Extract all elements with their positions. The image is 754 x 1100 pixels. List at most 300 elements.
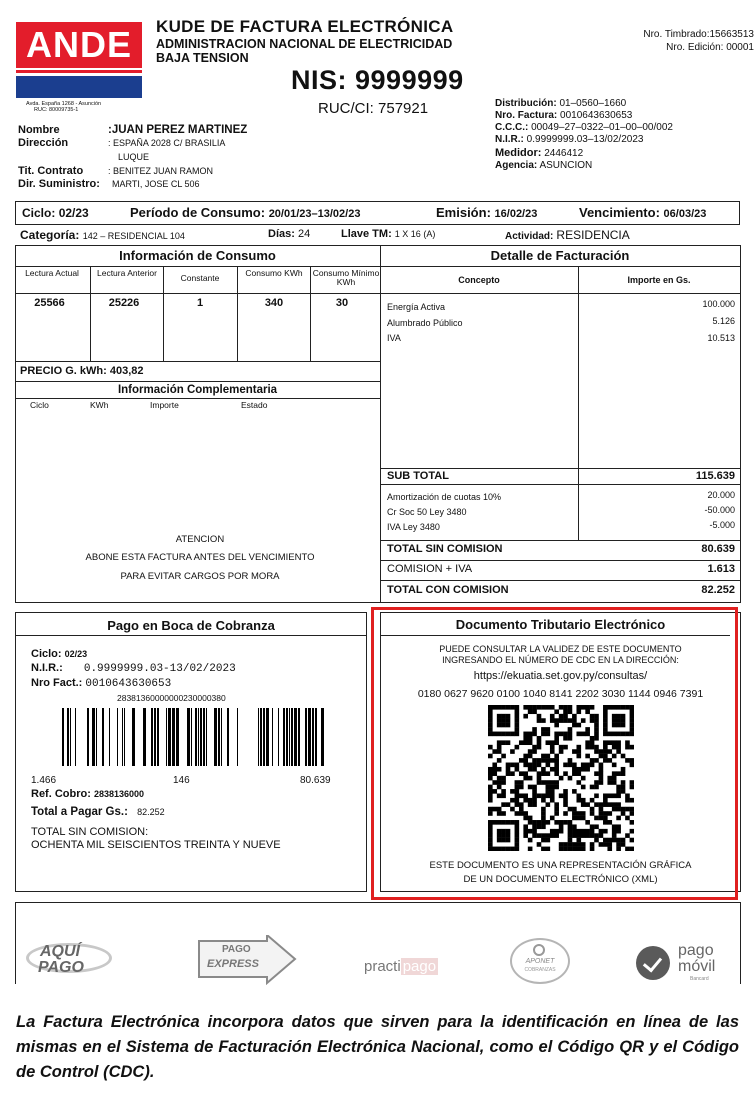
qr-module — [568, 776, 573, 781]
qr-module — [581, 833, 586, 838]
pago-express-text-1: PAGO — [222, 944, 251, 955]
vencimiento — [579, 205, 706, 220]
qr-module — [550, 749, 555, 754]
aponet-icon — [533, 944, 545, 956]
qr-module — [537, 714, 542, 719]
qr-module — [616, 785, 621, 790]
qr-module — [603, 727, 608, 732]
barcode-bar — [286, 708, 288, 766]
qr-module — [559, 776, 564, 781]
ajuste-3-concepto: IVA Ley 3480 — [387, 522, 440, 532]
qr-module — [625, 758, 630, 763]
qr-module — [581, 785, 586, 790]
qr-module — [585, 709, 590, 714]
qr-module — [568, 718, 573, 723]
qr-module — [546, 727, 551, 732]
fact-hline-concom — [380, 580, 740, 581]
qr-module — [541, 824, 546, 829]
qr-module — [546, 780, 551, 785]
qr-module — [488, 776, 493, 781]
qr-module — [576, 723, 581, 728]
qr-module — [568, 847, 573, 851]
logo-stripe — [16, 70, 142, 73]
periodo — [130, 205, 360, 220]
qr-module — [568, 807, 573, 812]
pago-express-text-2: EXPRESS — [207, 958, 259, 970]
qr-module — [599, 767, 604, 772]
qr-module — [510, 749, 515, 754]
qr-module — [581, 802, 586, 807]
qr-module — [523, 714, 528, 719]
qr-module — [501, 723, 506, 728]
qr-module — [550, 789, 555, 794]
actividad — [505, 228, 630, 242]
comision-value: 1.613 — [707, 563, 735, 575]
qr-module — [550, 829, 555, 834]
qr-module — [506, 763, 511, 768]
tit-label: Tit. Contrato — [18, 165, 84, 177]
qr-module — [572, 714, 577, 719]
barcode-bar — [291, 708, 293, 766]
barcode-bar — [75, 708, 76, 766]
dias — [268, 228, 310, 240]
qr-module — [585, 754, 590, 759]
qr-module — [563, 771, 568, 776]
barcode-bar — [266, 708, 269, 766]
consumo-title: Información de Consumo — [119, 248, 276, 263]
qr-module — [523, 824, 528, 829]
edicion — [560, 42, 754, 53]
barcode-bar — [151, 708, 153, 766]
qr-module — [497, 807, 502, 812]
qr-module — [585, 705, 590, 710]
edicion-value: 00001 — [726, 42, 754, 53]
qr-module — [616, 829, 621, 834]
qr-module — [515, 802, 520, 807]
barcode-bar — [124, 708, 125, 766]
qr-module — [554, 709, 559, 714]
barcode-bar — [70, 708, 71, 766]
qr-module — [612, 718, 617, 723]
ccc — [495, 122, 673, 133]
dir-sum-label: Dir. Suministro: — [18, 178, 100, 190]
barcode-bar — [195, 708, 197, 766]
consumo-hline-3 — [15, 361, 380, 362]
qr-module — [559, 820, 564, 825]
qr-module — [519, 811, 524, 816]
qr-module — [541, 798, 546, 803]
qr-module — [501, 802, 506, 807]
pago-ciclo-value: 02/23 — [64, 649, 88, 659]
qr-module — [501, 780, 506, 785]
qr-module — [630, 727, 634, 732]
qr-module — [497, 847, 502, 851]
emision-label: Emisión: — [436, 205, 491, 220]
timbrado-label: Nro. Timbrado: — [643, 29, 710, 40]
total-pagar-value: 82.252 — [137, 807, 165, 817]
qr-module — [488, 727, 493, 732]
qr-module — [630, 780, 634, 785]
dte-foot-2: DE UN DOCUMENTO ELECTRÓNICO (XML) — [463, 874, 658, 885]
qr-module — [594, 785, 599, 790]
cdc-number: 0180 0627 9620 0100 1040 8141 2202 3030 1144 0946 7391 — [417, 688, 704, 700]
pago-movil-logo — [636, 946, 670, 980]
qr-module — [528, 802, 533, 807]
barcode-bar — [96, 708, 97, 766]
ajuste-2-concepto: Cr Soc 50 Ley 3480 — [387, 507, 467, 517]
qr-module — [541, 727, 546, 732]
qr-module — [492, 771, 497, 776]
qr-module — [585, 732, 590, 737]
qr-module — [488, 745, 493, 750]
qr-module — [621, 789, 626, 794]
qr-module — [612, 723, 617, 728]
pago-fact-label: Nro Fact.: — [31, 677, 83, 689]
qr-module — [546, 732, 551, 737]
qr-module — [576, 709, 581, 714]
qr-module — [510, 771, 515, 776]
dte-line-1: PUEDE CONSULTAR LA VALIDEZ DE ESTE DOCUMENTO — [439, 644, 682, 654]
qr-module — [541, 758, 546, 763]
consumo-header-5: Consumo Mínimo KWh — [312, 268, 380, 287]
aponet-logo — [510, 938, 570, 984]
qr-module — [541, 718, 546, 723]
qr-module — [612, 714, 617, 719]
qr-module — [607, 820, 612, 825]
qr-module — [599, 802, 604, 807]
qr-module — [554, 807, 559, 812]
kude-title: KUDE DE FACTURA ELECTRÓNICA — [156, 17, 454, 36]
qr-module — [603, 838, 608, 843]
ajuste-3-importe: -5.000 — [709, 520, 735, 530]
qr-module — [559, 824, 564, 829]
qr-module — [488, 798, 493, 803]
medidor — [495, 147, 583, 159]
pago-movil-text-3: Bancard — [690, 976, 709, 982]
qr-module — [603, 732, 608, 737]
qr-module — [550, 793, 555, 798]
qr-module — [506, 847, 511, 851]
qr-module — [537, 758, 542, 763]
qr-module — [590, 829, 595, 834]
barcode-bar — [176, 708, 179, 766]
qr-module — [501, 789, 506, 794]
ruc-value: 757921 — [378, 100, 429, 117]
qr-module — [563, 763, 568, 768]
consumo-value-5: 30 — [335, 297, 349, 309]
categoria-label: Categoría: — [20, 228, 80, 242]
barcode-bar — [263, 708, 265, 766]
qr-module — [603, 754, 608, 759]
qr-module — [599, 771, 604, 776]
qr-module — [625, 807, 630, 812]
aponet-text: APONET — [525, 958, 555, 965]
qr-module — [541, 793, 546, 798]
qr-module — [541, 771, 546, 776]
qr-module — [488, 771, 493, 776]
qr-module — [572, 811, 577, 816]
caption: La Factura Electrónica incorpora datos que sirven para la identificación en línea de las mismas en el Sistema de Facturación Electrónica Nacional, como el Código QR y el Código de Control (CDC). — [16, 1013, 739, 1081]
qr-module — [616, 732, 621, 737]
qr-module — [585, 767, 590, 772]
qr-module — [576, 798, 581, 803]
qr-module — [488, 811, 493, 816]
qr-module — [563, 847, 568, 851]
qr-module — [625, 816, 630, 821]
qr-module — [563, 820, 568, 825]
atencion-line-2: PARA EVITAR CARGOS POR MORA — [120, 571, 280, 582]
ande-logo — [16, 22, 142, 68]
qr-module — [630, 714, 634, 719]
nis — [291, 65, 464, 96]
qr-module — [612, 763, 617, 768]
qr-module — [550, 798, 555, 803]
factura-value: 0010643630653 — [560, 110, 633, 121]
qr-module — [568, 838, 573, 843]
qr-module — [576, 833, 581, 838]
emision-value: 16/02/23 — [494, 208, 538, 220]
comp-header-importe: Importe — [150, 400, 179, 410]
qr-module — [497, 732, 502, 737]
qr-module — [532, 798, 537, 803]
qr-module — [497, 829, 502, 834]
pago-nir-label: N.I.R.: — [31, 662, 63, 674]
qr-module — [612, 740, 617, 745]
qr-module — [554, 811, 559, 816]
nir — [495, 134, 643, 145]
ajuste-1-importe: 20.000 — [707, 490, 735, 500]
qr-module — [616, 793, 621, 798]
direccion-value-1: : ESPAÑA 2028 C/ BRASILIA — [108, 138, 226, 148]
qr-module — [568, 824, 573, 829]
qr-module — [563, 789, 568, 794]
dte-title: Documento Tributario Electrónico — [455, 617, 666, 632]
qr-module — [528, 838, 533, 843]
logo-stripe-blue — [16, 76, 142, 98]
qr-module — [501, 847, 506, 851]
qr-module — [519, 758, 524, 763]
qr-module — [554, 820, 559, 825]
qr-module — [594, 833, 599, 838]
qr-module — [590, 745, 595, 750]
qr-module — [546, 820, 551, 825]
comp-header-kwh: KWh — [90, 400, 109, 410]
qr-module — [550, 705, 555, 710]
sin-comision-value: 80.639 — [701, 543, 735, 555]
dias-value: 24 — [297, 228, 311, 240]
barcode-bar — [122, 708, 123, 766]
qr-module — [616, 718, 621, 723]
qr-module — [621, 807, 626, 812]
pago-movil-text-1: pago — [678, 942, 714, 959]
qr-module — [616, 745, 621, 750]
qr-module — [532, 745, 537, 750]
dist-label: Distribución: — [495, 98, 557, 109]
qr-module — [554, 723, 559, 728]
qr-module — [576, 780, 581, 785]
qr-module — [630, 709, 634, 714]
qr-module — [612, 754, 617, 759]
barcode-val-1: 1.466 — [31, 775, 57, 786]
qr-module — [492, 705, 497, 710]
qr-module — [621, 754, 626, 759]
qr-module — [546, 789, 551, 794]
qr-module — [616, 838, 621, 843]
qr-module — [506, 740, 511, 745]
qr-module — [599, 807, 604, 812]
qr-module — [630, 718, 634, 723]
qr-module — [594, 816, 599, 821]
qr-module — [523, 776, 528, 781]
qr-module — [572, 749, 577, 754]
qr-module — [581, 811, 586, 816]
barcode-bar — [218, 708, 220, 766]
ajuste-2-importe: -50.000 — [704, 505, 735, 515]
direccion-label: Dirección — [18, 137, 69, 149]
qr-module — [537, 833, 542, 838]
qr-module — [550, 758, 555, 763]
qr-module — [572, 718, 577, 723]
qr-module — [607, 811, 612, 816]
qr-module — [497, 811, 502, 816]
qr-module — [603, 798, 608, 803]
qr-module — [568, 820, 573, 825]
qr-module — [506, 802, 511, 807]
nir-value: 0.9999999.03–13/02/2023 — [526, 134, 644, 145]
qr-module — [559, 732, 564, 737]
qr-module — [523, 705, 528, 710]
qr-module — [519, 807, 524, 812]
qr-module — [528, 754, 533, 759]
dte-line-2: INGRESANDO EL NÚMERO DE CDC EN LA DIRECCIÓN: — [442, 655, 679, 665]
qr-module — [488, 842, 493, 847]
qr-module — [612, 838, 617, 843]
qr-module — [590, 718, 595, 723]
qr-module — [515, 745, 520, 750]
qr-module — [612, 780, 617, 785]
qr-module — [541, 780, 546, 785]
qr-module — [541, 767, 546, 772]
qr-module — [492, 807, 497, 812]
barcode-bar — [102, 708, 104, 766]
barcode-bar — [227, 708, 229, 766]
fact-hline-2 — [380, 293, 740, 294]
qr-code[interactable] — [488, 705, 634, 851]
qr-module — [612, 705, 617, 710]
edicion-label: Nro. Edición: — [666, 42, 724, 53]
qr-module — [515, 829, 520, 834]
qr-module — [523, 811, 528, 816]
qr-module — [612, 833, 617, 838]
qr-module — [515, 723, 520, 728]
qr-module — [581, 816, 586, 821]
qr-module — [532, 763, 537, 768]
qr-module — [528, 732, 533, 737]
barcode-bar — [154, 708, 156, 766]
qr-module — [546, 758, 551, 763]
fact-item-1-importe: 100.000 — [702, 299, 735, 309]
barcode-bar — [312, 708, 314, 766]
qr-module — [568, 829, 573, 834]
total-words-2: OCHENTA MIL SEISCIENTOS TREINTA Y NUEVE — [31, 839, 281, 851]
dte-hline — [380, 635, 730, 636]
barcode-bar — [67, 708, 69, 766]
qr-module — [541, 754, 546, 759]
qr-module — [572, 771, 577, 776]
qr-module — [563, 714, 568, 719]
qr-module — [590, 705, 595, 710]
fact-hline-comision — [380, 560, 740, 561]
qr-module — [630, 807, 634, 812]
qr-module — [616, 771, 621, 776]
agencia — [495, 160, 592, 171]
qr-module — [501, 833, 506, 838]
qr-module — [488, 838, 493, 843]
ciclo-value: 02/23 — [58, 206, 89, 220]
qr-module — [612, 793, 617, 798]
qr-module — [515, 732, 520, 737]
dte-url[interactable]: https://ekuatia.set.gov.py/consultas/ — [473, 670, 648, 682]
consumo-hline-2 — [15, 293, 380, 294]
qr-module — [488, 824, 493, 829]
qr-module — [532, 709, 537, 714]
qr-module — [537, 793, 542, 798]
qr-module — [501, 718, 506, 723]
qr-module — [590, 763, 595, 768]
qr-module — [554, 829, 559, 834]
barcode-bar — [308, 708, 311, 766]
qr-module — [550, 816, 555, 821]
qr-module — [585, 740, 590, 745]
qr-module — [585, 727, 590, 732]
qr-module — [515, 811, 520, 816]
qr-module — [576, 793, 581, 798]
con-comision-value: 82.252 — [701, 584, 735, 596]
qr-module — [519, 785, 524, 790]
ciclo — [22, 206, 89, 220]
qr-module — [612, 824, 617, 829]
qr-module — [528, 767, 533, 772]
qr-module — [528, 820, 533, 825]
qr-module — [523, 763, 528, 768]
qr-module — [563, 802, 568, 807]
qr-module — [621, 785, 626, 790]
qr-module — [488, 829, 493, 834]
qr-module — [515, 785, 520, 790]
qr-module — [506, 833, 511, 838]
qr-module — [594, 736, 599, 741]
llave — [341, 228, 435, 240]
qr-module — [554, 718, 559, 723]
barcode-bar — [298, 708, 300, 766]
qr-module — [541, 838, 546, 843]
qr-module — [550, 780, 555, 785]
qr-module — [510, 705, 515, 710]
qr-module — [616, 740, 621, 745]
qr-module — [630, 705, 634, 710]
barcode-bar — [305, 708, 307, 766]
qr-module — [501, 740, 506, 745]
qr-module — [515, 833, 520, 838]
qr-module — [550, 718, 555, 723]
pago-text: PAGO — [38, 959, 84, 976]
qr-module — [630, 785, 634, 790]
qr-module — [559, 829, 564, 834]
qr-module — [554, 732, 559, 737]
qr-module — [630, 732, 634, 737]
qr-module — [488, 754, 493, 759]
subtotal-value: 115.639 — [695, 470, 735, 482]
